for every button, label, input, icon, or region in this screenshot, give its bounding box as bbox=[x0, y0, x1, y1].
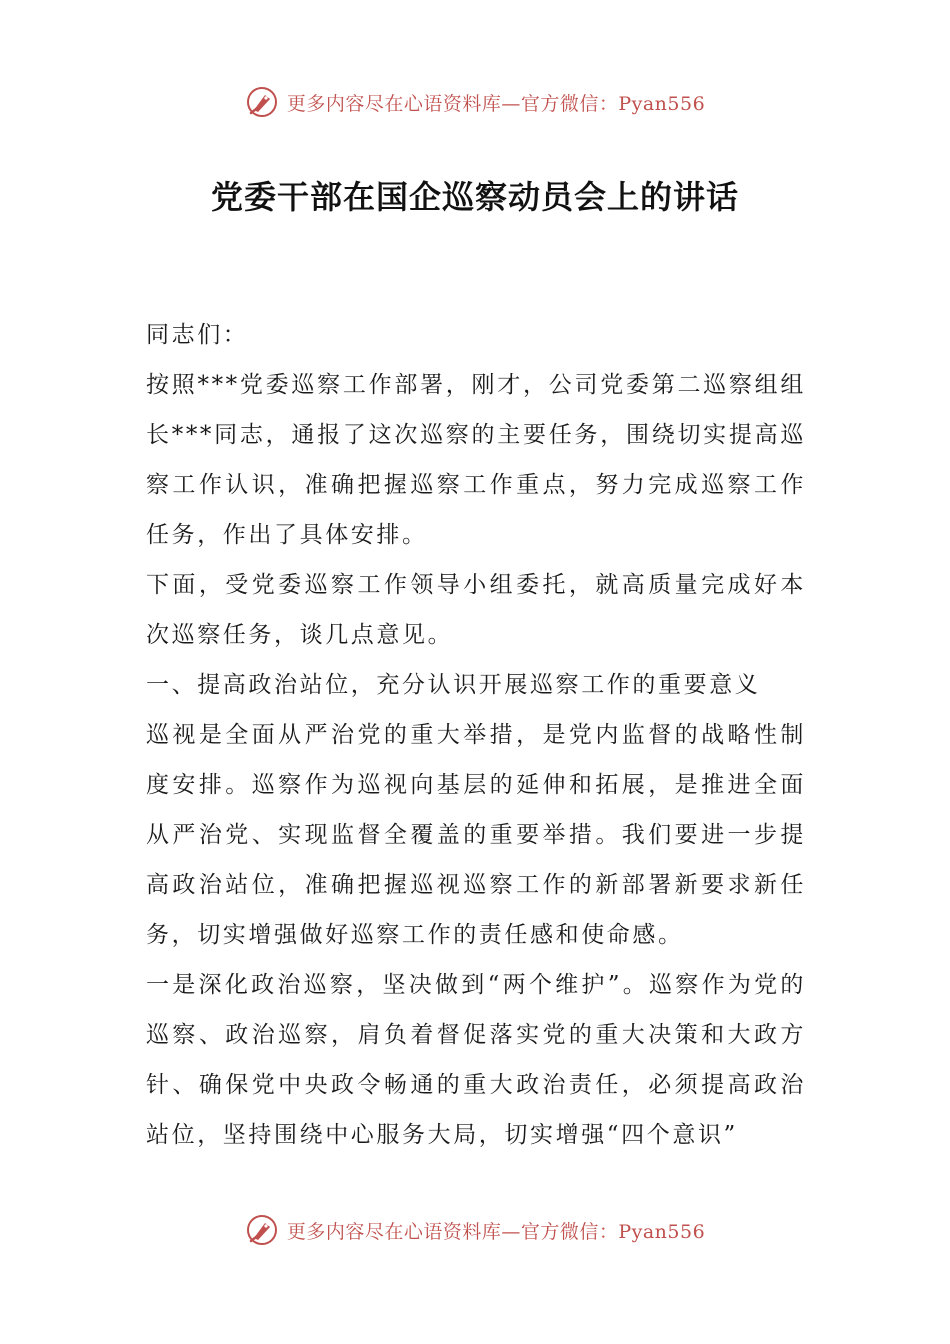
body-paragraph: 按照***党委巡察工作部署，刚才，公司党委第二巡察组组长***同志，通报了这次巡察的主要任务，围绕切实提高巡察工作认识，准确把握巡察工作重点，努力完成巡察工作任务，作出了具体安排。 bbox=[146, 372, 806, 548]
header-banner-text: 更多内容尽在心语资料库—官方微信：Pyan556 bbox=[286, 92, 706, 115]
body-paragraph: 一是深化政治巡察，坚决做到“两个维护”。巡察作为党的巡察、政治巡察，肩负着督促落实党的重大决策和大政方针、确保党中央政令畅通的重大政治责任，必须提高政治站位，坚持围绕中心服务大局，切实增强“四个意识” bbox=[146, 972, 806, 1148]
section-heading: 一、提高政治站位，充分认识开展巡察工作的重要意义 bbox=[146, 672, 761, 698]
body-paragraph: 下面，受党委巡察工作领导小组委托，就高质量完成好本次巡察任务，谈几点意见。 bbox=[146, 572, 806, 648]
document-title: 党委干部在国企巡察动员会上的讲话 bbox=[210, 178, 739, 216]
footer-banner bbox=[0, 1210, 950, 1250]
document-body bbox=[146, 310, 806, 1160]
body-paragraph: 巡视是全面从严治党的重大举措，是党内监督的战略性制度安排。巡察作为巡视向基层的延伸和拓展，是推进全面从严治党、实现监督全覆盖的重要举措。我们要进一步提高政治站位，准确把握巡视巡察工作的新部署新要求新任务，切实增强做好巡察工作的责任感和使命感。 bbox=[146, 722, 806, 948]
footer-banner-text: 更多内容尽在心语资料库—官方微信：Pyan556 bbox=[286, 1220, 706, 1243]
pen-nib-logo-icon bbox=[245, 1213, 279, 1247]
salutation-paragraph: 同志们： bbox=[146, 322, 249, 348]
pen-nib-logo-icon bbox=[245, 85, 279, 119]
header-banner bbox=[0, 82, 950, 122]
